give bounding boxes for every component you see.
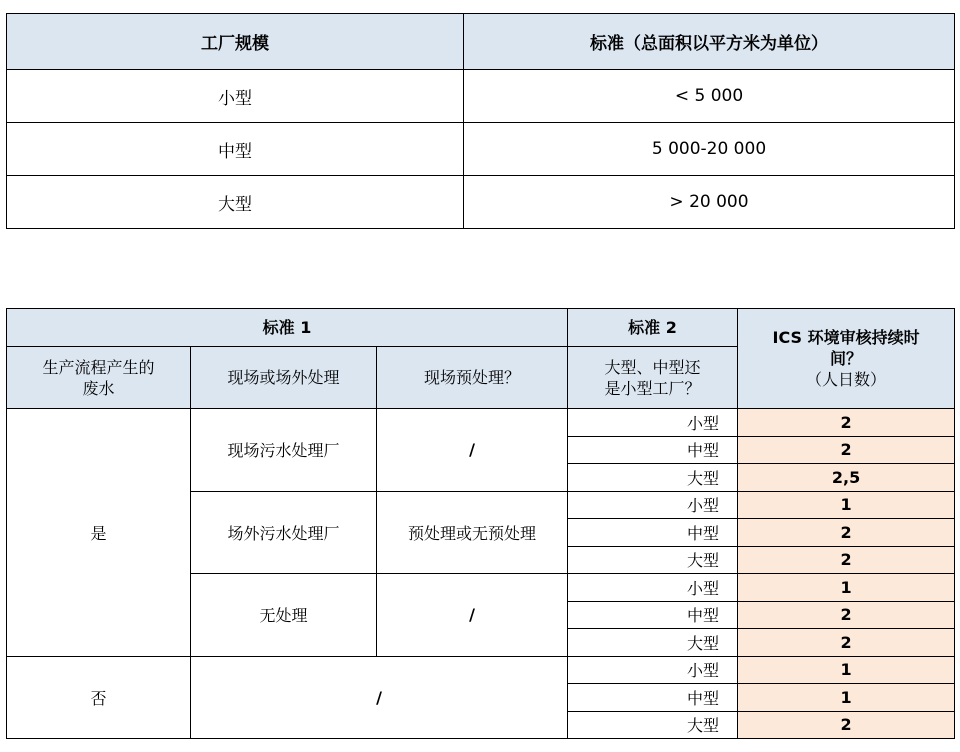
- cell-wastewater-yes: 是: [7, 409, 191, 657]
- cell-days: 2: [738, 409, 955, 437]
- cell-plant-size: 中型: [568, 436, 738, 464]
- cell-criteria: 5 000-20 000: [464, 123, 955, 176]
- cell-days: 1: [738, 684, 955, 712]
- cell-treatment: 现场污水处理厂: [191, 409, 377, 492]
- cell-criteria: < 5 000: [464, 70, 955, 123]
- cell-plant-size: 中型: [568, 684, 738, 712]
- table-row: [7, 123, 955, 176]
- cell-size: 小型: [7, 70, 464, 123]
- cell-plant-size: 大型: [568, 711, 738, 739]
- cell-pretreatment: /: [377, 574, 568, 657]
- cell-days: 2: [738, 711, 955, 739]
- cell-plant-size: 大型: [568, 464, 738, 492]
- cell-criteria: > 20 000: [464, 176, 955, 229]
- header-pretreatment: 现场预处理？: [377, 347, 568, 409]
- cell-size: 中型: [7, 123, 464, 176]
- cell-plant-size: 小型: [568, 656, 738, 684]
- cell-plant-size: 中型: [568, 519, 738, 547]
- table-row: [7, 176, 955, 229]
- cell-plant-size: 小型: [568, 491, 738, 519]
- header-criterion-2: 标准 2: [568, 309, 738, 347]
- header-criteria: 标准（总面积以平方米为单位）: [464, 14, 955, 70]
- cell-treatment: 无处理: [191, 574, 377, 657]
- header-plant-size: 工厂规模: [7, 14, 464, 70]
- cell-treatment: 场外污水处理厂: [191, 491, 377, 574]
- header-treatment: 现场或场外处理: [191, 347, 377, 409]
- cell-plant-size: 大型: [568, 629, 738, 657]
- table-row: [7, 656, 955, 684]
- cell-days: 2: [738, 436, 955, 464]
- header-row-1: [7, 309, 955, 347]
- cell-plant-size: 小型: [568, 409, 738, 437]
- cell-pretreatment: 预处理或无预处理: [377, 491, 568, 574]
- cell-plant-size: 小型: [568, 574, 738, 602]
- cell-days: 1: [738, 491, 955, 519]
- cell-days: 2,5: [738, 464, 955, 492]
- cell-days: 1: [738, 574, 955, 602]
- header-plant-size: 大型、中型还 是小型工厂？: [568, 347, 738, 409]
- cell-size: 大型: [7, 176, 464, 229]
- cell-merged-na: /: [191, 656, 568, 739]
- cell-days: 1: [738, 656, 955, 684]
- table-row: [7, 409, 955, 437]
- audit-duration-table: [6, 308, 955, 739]
- cell-days: 2: [738, 629, 955, 657]
- header-ics-duration: ICS 环境审核持续时 间？ （人日数）: [738, 309, 955, 409]
- header-criterion-1: 标准 1: [7, 309, 568, 347]
- cell-pretreatment: /: [377, 409, 568, 492]
- cell-plant-size: 大型: [568, 546, 738, 574]
- cell-plant-size: 中型: [568, 601, 738, 629]
- cell-days: 2: [738, 601, 955, 629]
- plant-size-table: [6, 13, 955, 229]
- cell-days: 2: [738, 546, 955, 574]
- cell-wastewater-no: 否: [7, 656, 191, 739]
- cell-days: 2: [738, 519, 955, 547]
- table-header-row: [7, 14, 955, 70]
- table-row: [7, 70, 955, 123]
- header-wastewater: 生产流程产生的 废水: [7, 347, 191, 409]
